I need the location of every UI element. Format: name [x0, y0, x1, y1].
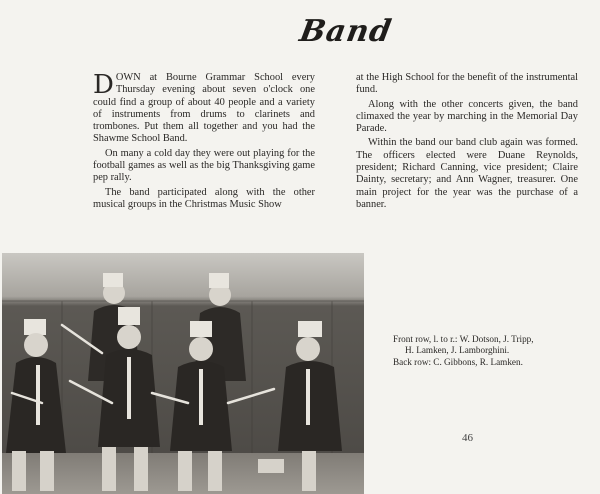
caption-line-back-row: Back row: C. Gibbons, R. Lamken. — [393, 356, 523, 367]
dropcap: D — [93, 70, 114, 100]
article-column-left — [93, 72, 315, 213]
caption-line-front-row-cont: H. Lamken, J. Lamborghini. — [405, 345, 510, 356]
page-number: 46 — [462, 432, 473, 444]
band-majorettes-photo — [2, 253, 364, 494]
photo-caption — [393, 334, 558, 368]
paragraph-3: The band participated along with the other musical groups in the Christmas Music Show — [93, 186, 315, 210]
caption-line-front-row: Front row, l. to r.: W. Dotson, J. Tripp, — [393, 334, 534, 344]
paragraph-1: DOWN at Bourne Grammar School every Thursday evening about seven o'clock one could find a group of about 40 people and a variety of instruments from drums to clarinets and trombones. Put them all together and you had the Shawme School Band. — [93, 70, 315, 145]
paragraph-2: On many a cold day they were out playing for the football games as well as the big Thanksgiving game pep rally. — [93, 147, 315, 184]
paragraph-5: Along with the other concerts given, the band climaxed the year by marching in the Memorial Day Parade. — [356, 98, 578, 135]
article-column-right — [356, 72, 578, 213]
page-title: Band — [296, 14, 395, 49]
paragraph-6: Within the band our band club again was formed. The officers elected were Duane Reynolds, president; Richard Canning, vice president; Claire Dainty, secretary; and Ann Wagner, treasurer. One main project for the year was the purchase of a banner. — [356, 137, 578, 210]
photo-illustration — [2, 253, 364, 494]
paragraph-4: at the High School for the benefit of the instrumental fund. — [356, 72, 578, 96]
